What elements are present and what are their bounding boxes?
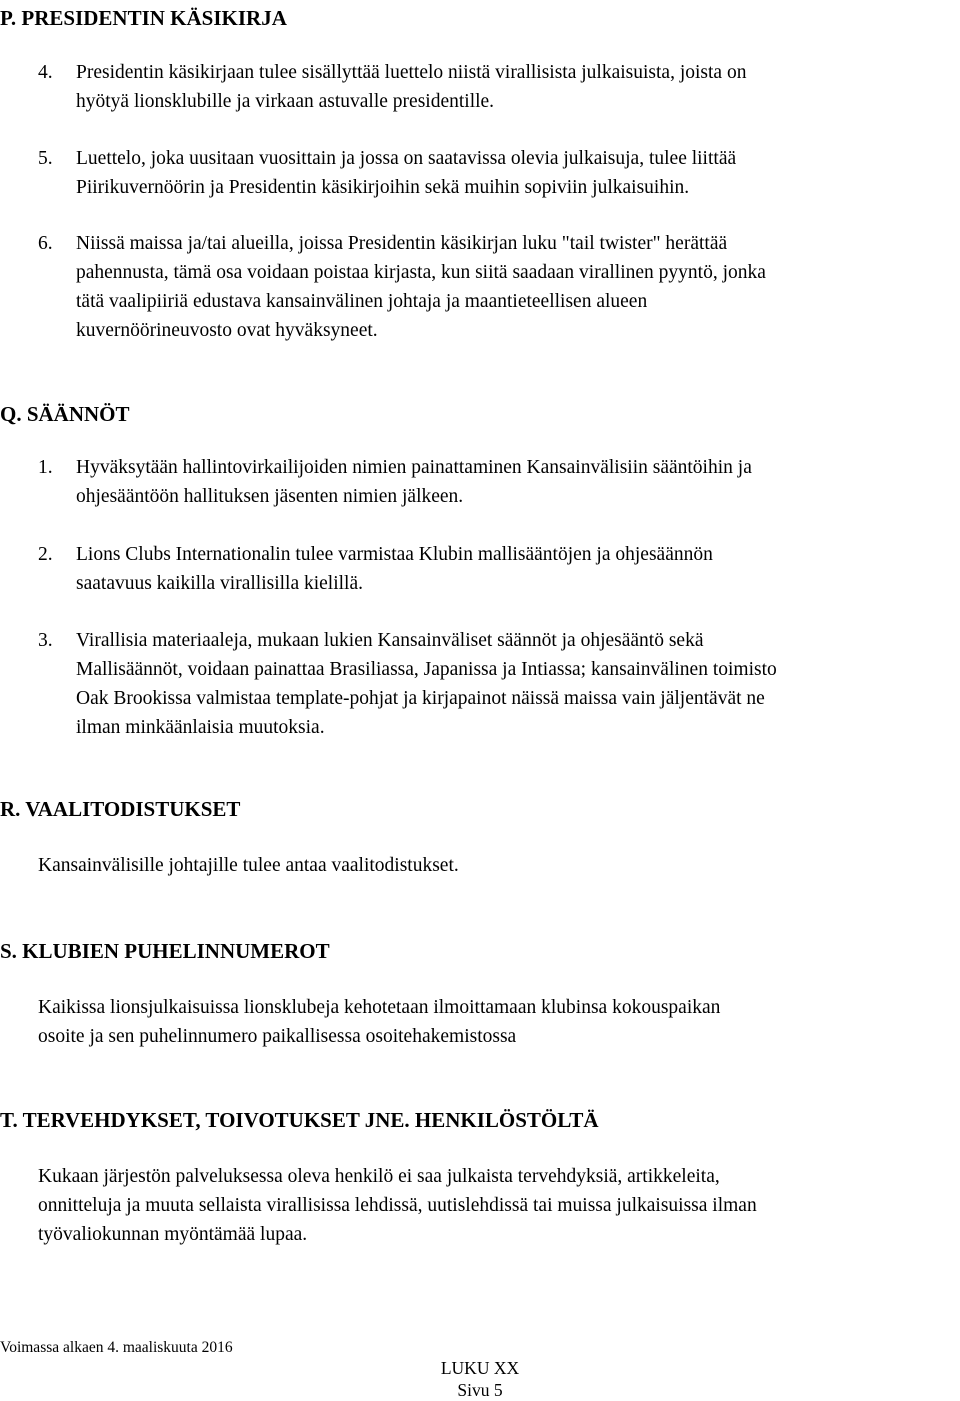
section-p-item-5-text — [76, 144, 956, 202]
paragraph-line: Kansainvälisille johtajille tulee antaa vaalitodistukset. — [38, 855, 459, 876]
section-p-item-5-number: 5. — [38, 148, 53, 169]
section-q-item-1-number: 1. — [38, 457, 53, 478]
section-r-text — [38, 851, 956, 880]
paragraph-line: onnitteluja ja muuta sellaista virallisissa lehdissä, uutislehdissä tai muissa julkaisuissa ilman — [38, 1195, 757, 1216]
footer-effective-date: Voimassa alkaen 4. maaliskuuta 2016 — [0, 1339, 233, 1356]
footer-page-number: Sivu 5 — [457, 1380, 503, 1400]
section-q-item-2-number: 2. — [38, 544, 53, 565]
paragraph-line: pahennusta, tämä osa voidaan poistaa kirjasta, kun siitä saadaan virallinen pyyntö, jonka — [76, 262, 766, 283]
paragraph-line: kuvernöörineuvosto ovat hyväksyneet. — [76, 320, 378, 341]
paragraph-line: osoite ja sen puhelinnumero paikallisessa osoitehakemistossa — [38, 1026, 517, 1047]
section-q-item-3-number: 3. — [38, 630, 53, 651]
paragraph-line: työvaliokunnan myöntämää lupaa. — [38, 1224, 308, 1245]
section-p-item-6-number: 6. — [38, 233, 53, 254]
paragraph-line: Piirikuvernöörin ja Presidentin käsikirjoihin sekä muihin sopiviin julkaisuihin. — [76, 177, 690, 198]
section-p-item-4-number: 4. — [38, 62, 53, 83]
section-q-item-1-text — [76, 453, 956, 511]
paragraph-line: ilman minkäänlaisia muutoksia. — [76, 717, 325, 738]
section-q-heading: Q. SÄÄNNÖT — [0, 402, 130, 426]
paragraph-line: Kukaan järjestön palveluksessa oleva henkilö ei saa julkaista tervehdyksiä, artikkeleita, — [38, 1166, 720, 1187]
paragraph-line: Niissä maissa ja/tai alueilla, joissa Presidentin käsikirjan luku "tail twister" herättää — [76, 233, 728, 254]
section-p-heading: P. PRESIDENTIN KÄSIKIRJA — [0, 6, 287, 30]
paragraph-line: ohjesääntöön hallituksen jäsenten nimien jälkeen. — [76, 486, 464, 507]
paragraph-line: tätä vaalipiiriä edustava kansainvälinen johtaja ja maantieteellisen alueen — [76, 291, 648, 312]
paragraph-line: Luettelo, joka uusitaan vuosittain ja jossa on saatavissa olevia julkaisuja, tulee liittää — [76, 148, 737, 169]
paragraph-line: Presidentin käsikirjaan tulee sisällyttää luettelo niistä virallisista julkaisuista, joista on — [76, 62, 747, 83]
section-p-item-6-text — [76, 229, 956, 345]
paragraph-line: Virallisia materiaaleja, mukaan lukien Kansainväliset säännöt ja ohjesääntö sekä — [76, 630, 704, 651]
paragraph-line: Kaikissa lionsjulkaisuissa lionsklubeja kehotetaan ilmoittamaan klubinsa kokouspaikan — [38, 997, 721, 1018]
section-r-heading: R. VAALITODISTUKSET — [0, 797, 241, 821]
section-p-item-4-text — [76, 58, 956, 116]
section-s-heading: S. KLUBIEN PUHELINNUMEROT — [0, 939, 330, 963]
paragraph-line: Hyväksytään hallintovirkailijoiden nimien painattaminen Kansainvälisiin sääntöihin ja — [76, 457, 752, 478]
paragraph-line: Oak Brookissa valmistaa template-pohjat ja kirjapainot näissä maissa vain jäljentävät ne — [76, 688, 765, 709]
section-q-item-3-text — [76, 626, 956, 742]
paragraph-line: saatavuus kaikilla virallisilla kielillä. — [76, 573, 364, 594]
paragraph-line: Mallisäännöt, voidaan painattaa Brasiliassa, Japanissa ja Intiassa; kansainvälinen toimisto — [76, 659, 777, 680]
section-q-item-2-text — [76, 540, 956, 598]
section-t-text — [38, 1162, 956, 1249]
section-t-heading: T. TERVEHDYKSET, TOIVOTUKSET JNE. HENKILÖSTÖLTÄ — [0, 1108, 599, 1132]
paragraph-line: hyötyä lionsklubille ja virkaan astuvalle presidentille. — [76, 91, 495, 112]
footer-chapter: LUKU XX — [440, 1358, 520, 1378]
section-s-text — [38, 993, 956, 1051]
paragraph-line: Lions Clubs Internationalin tulee varmistaa Klubin mallisääntöjen ja ohjesäännön — [76, 544, 713, 565]
